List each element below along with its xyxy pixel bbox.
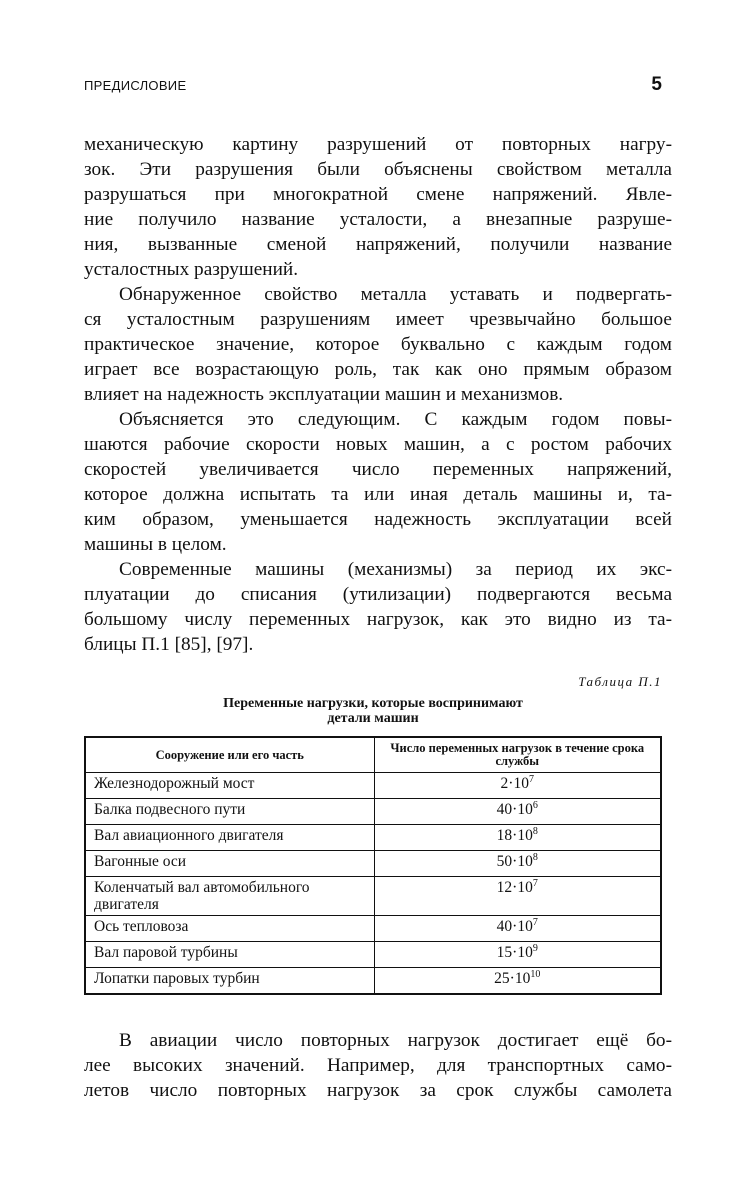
part-cell: Ось тепловоза [85,916,374,942]
running-title: ПРЕДИСЛОВИЕ [84,78,187,93]
table-header-row [85,737,661,773]
loads-table [84,736,662,995]
column-header-part: Сооружение или его часть [85,737,374,773]
text-line: практическое значение, которое буквально с каждым годом [84,334,672,355]
text-line: ким образом, уменьшается надежность эксплуатации всей [84,509,672,530]
count-exponent: 9 [532,943,538,954]
count-exponent: 6 [532,800,538,811]
part-cell: Железнодорожный мост [85,773,374,799]
text-line: зок. Эти разрушения были объяснены свойством металла [84,159,672,180]
count-exponent: 7 [532,917,538,928]
table-row [85,916,661,942]
part-cell: Балка подвесного пути [85,799,374,825]
count-cell [374,773,661,799]
table-row [85,773,661,799]
text-line: ния, вызванные сменой напряжений, получили название [84,234,672,255]
count-mantissa: 2·10 [500,775,529,792]
table-label: Таблица П.1 [578,674,662,689]
text-line: плуатации до списания (утилизации) подвергаются весьма [84,584,672,605]
part-cell: Вагонные оси [85,851,374,877]
text-line: В авиации число повторных нагрузок достигает ещё бо- [119,1030,672,1051]
table-row [85,942,661,968]
body-text-after-table [84,1028,672,1103]
part-cell: Лопатки паровых турбин [85,968,374,995]
text-line: механическую картину разрушений от повторных нагру- [84,134,672,155]
table-row [85,851,661,877]
count-cell [374,942,661,968]
text-line: шаются рабочие скорости новых машин, а с ростом рабочих [84,434,672,455]
text-line: ся усталостным разрушениям имеет чрезвычайно большое [84,309,672,330]
count-cell [374,968,661,995]
text-line: разрушаться при многократной смене напряжений. Явле- [84,184,672,205]
page-number: 5 [651,74,662,95]
count-exponent: 8 [532,852,538,863]
table-title-line: Переменные нагрузки, которые воспринимают [223,696,523,711]
count-exponent: 7 [532,878,538,889]
table-row [85,825,661,851]
count-mantissa: 40·10 [496,918,533,935]
text-line: Современные машины (механизмы) за период их экс- [119,559,672,580]
text-line: которое должна испытать та или иная деталь машины и, та- [84,484,672,505]
table-row [85,968,661,995]
count-cell [374,799,661,825]
text-line: ние получило название усталости, а внезапные разруше- [84,209,672,230]
part-cell: Вал паровой турбины [85,942,374,968]
text-line: Обнаруженное свойство металла уставать и подвергать- [119,284,672,305]
table-row [85,799,661,825]
count-cell [374,877,661,916]
column-header-count: Число переменных нагрузок в течение срока службы [374,737,661,773]
text-line: летов число повторных нагрузок за срок службы самолета [84,1080,672,1101]
text-line: блицы П.1 [85], [97]. [84,634,254,655]
body-text-before-table [84,132,672,657]
text-line: лее высоких значений. Например, для транспортных само- [84,1055,672,1076]
text-line: усталостных разрушений. [84,259,299,280]
table-row [85,877,661,916]
count-mantissa: 18·10 [496,827,533,844]
count-mantissa: 12·10 [496,879,533,896]
text-line: большому числу переменных нагрузок, как это видно из та- [84,609,672,630]
table-title [84,696,662,726]
count-mantissa: 40·10 [496,801,533,818]
count-mantissa: 25·10 [494,970,531,987]
count-exponent: 8 [532,826,538,837]
text-line: машины в целом. [84,534,227,555]
text-line: Объясняется это следующим. С каждым годом повы- [119,409,672,430]
count-mantissa: 15·10 [496,944,533,961]
part-cell: Коленчатый вал автомобильного двигателя [85,877,374,916]
count-cell [374,851,661,877]
count-cell [374,916,661,942]
count-exponent: 7 [528,774,534,785]
text-line: влияет на надежность эксплуатации машин и механизмов. [84,384,564,405]
text-line: скоростей увеличивается число переменных напряжений, [84,459,672,480]
count-exponent: 10 [530,969,541,980]
count-mantissa: 50·10 [496,853,533,870]
count-cell [374,825,661,851]
part-cell: Вал авиационного двигателя [85,825,374,851]
text-line: играет все возрастающую роль, так как оно прямым образом [84,359,672,380]
table-title-line: детали машин [327,711,419,726]
